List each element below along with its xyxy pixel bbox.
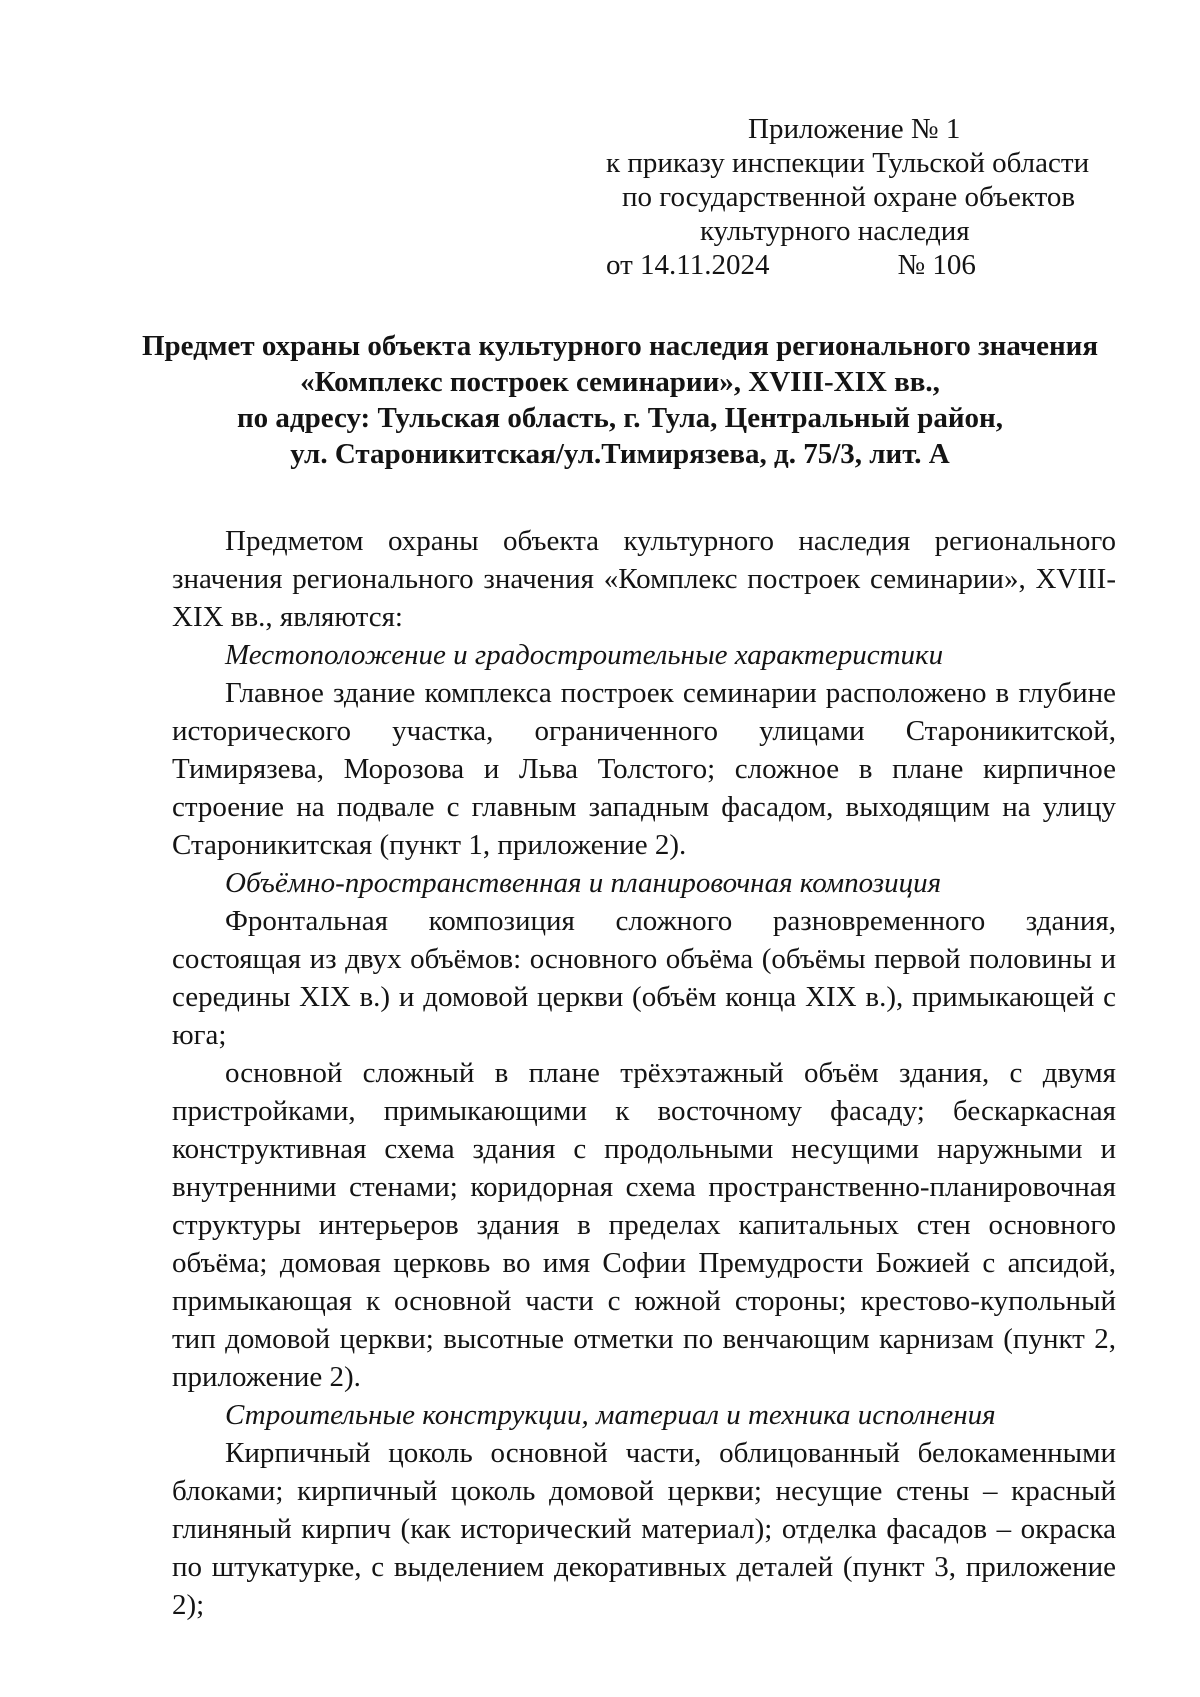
- title-line-3: по адресу: Тульская область, г. Тула, Центральный район,: [236, 402, 1004, 434]
- title-line-2: «Комплекс построек семинарии», XVIII-XIX вв.,: [300, 366, 940, 398]
- section-text-composition-1: Фронтальная композиция сложного разновременного здания, состоящая из двух объёмов: основного объёма (объёмы первой половины и середины XIX в.) и домовой церкви (объём конца XIX в.), примыкающей с юга;: [172, 905, 1116, 1051]
- appendix-number: Приложение № 1: [748, 113, 961, 145]
- intro-paragraph: Предметом охраны объекта культурного наследия регионального значения регионального значения «Комплекс построек семинарии», XVIII-XIX вв., являются:: [172, 525, 1116, 633]
- appendix-date-line: [606, 248, 1130, 282]
- section-heading-construction: Строительные конструкции, материал и техника исполнения: [225, 1399, 996, 1431]
- appendix-header: [590, 112, 1130, 282]
- section-text-composition-2: основной сложный в плане трёхэтажный объём здания, с двумя пристройками, примыкающими к восточному фасаду; бескаркасная конструктивная схема здания с продольными несущими наружными и внутренними стенами; коридорная схема пространственно-планировочная структуры интерьеров здания в пределах капитальных стен основного объёма; домовая церковь во имя Софии Премудрости Божией с апсидой, примыкающая к основной части с южной стороны; крестово-купольный тип домовой церкви; высотные отметки по венчающим карнизам (пункт 2, приложение 2).: [172, 1057, 1116, 1393]
- order-date: от 14.11.2024: [606, 249, 770, 281]
- section-heading-location: Местоположение и градостроительные характеристики: [225, 639, 944, 671]
- appendix-authority: по государственной охране объектов: [622, 181, 1076, 213]
- section-text-construction: Кирпичный цоколь основной части, облицованный белокаменными блоками; кирпичный цоколь домовой церкви; несущие стены – красный глиняный кирпич (как исторический материал); отделка фасадов – окраска по штукатурке, с выделением декоративных деталей (пункт 3, приложение 2);: [172, 1437, 1116, 1621]
- appendix-order-ref: к приказу инспекции Тульской области: [606, 147, 1090, 179]
- section-heading-composition: Объёмно-пространственная и планировочная композиция: [225, 867, 942, 899]
- appendix-heritage: культурного наследия: [700, 215, 970, 247]
- order-number: № 106: [897, 249, 976, 281]
- title-line-4: ул. Староникитская/ул.Тимирязева, д. 75/3, лит. А: [290, 438, 950, 470]
- title-line-1: Предмет охраны объекта культурного наследия регионального значения: [141, 330, 1099, 362]
- document-body: [172, 522, 1116, 1624]
- section-text-location: Главное здание комплекса построек семинарии расположено в глубине исторического участка, ограниченного улицами Староникитской, Тимирязева, Морозова и Льва Толстого; сложное в плане кирпичное строение на подвале с главным западным фасадом, выходящим на улицу Староникитская (пункт 1, приложение 2).: [172, 677, 1116, 861]
- document-title: [140, 328, 1100, 472]
